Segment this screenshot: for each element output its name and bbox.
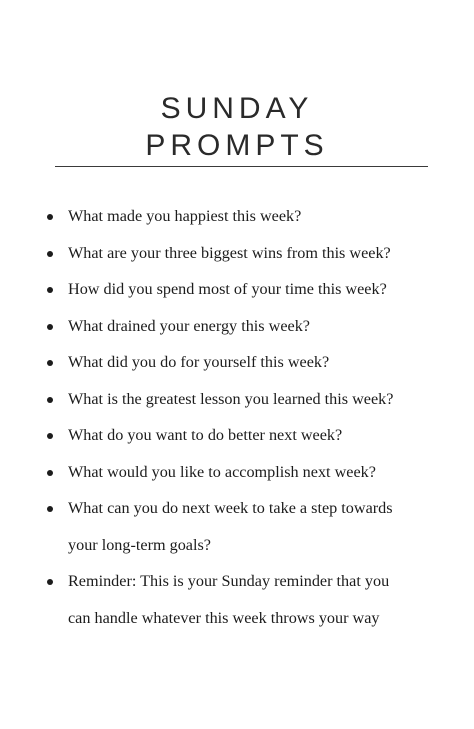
bullet-icon [47, 506, 53, 512]
bullet-icon [47, 397, 53, 403]
prompt-text: What are your three biggest wins from this week? [68, 243, 391, 262]
bullet-icon [47, 579, 53, 585]
list-item [0, 563, 474, 636]
prompt-text: What do you want to do better next week? [68, 426, 343, 444]
bullet-icon [47, 251, 53, 257]
prompt-text: How did you spend most of your time this week? [68, 280, 387, 298]
title-divider [55, 166, 428, 167]
prompt-text: What did you do for yourself this week? [68, 353, 330, 371]
bullet-icon [47, 470, 53, 476]
prompt-text-line-2: your long-term goals? [68, 535, 211, 554]
prompt-text-line-1: Reminder: This is your Sunday reminder that you [68, 572, 390, 590]
prompt-text: What is the greatest lesson you learned this week? [68, 389, 394, 408]
prompt-list [0, 198, 474, 636]
prompt-text: What drained your energy this week? [68, 316, 310, 335]
prompt-text-line-2: can handle whatever this week throws your way [68, 608, 380, 627]
page-title-line-2: PROMPTS [145, 129, 329, 162]
list-item [0, 454, 474, 491]
bullet-icon [47, 287, 53, 293]
list-item [0, 308, 474, 345]
list-item [0, 344, 474, 381]
list-item [0, 490, 474, 563]
bullet-icon [47, 360, 53, 366]
prompt-text: What made you happiest this week? [68, 207, 302, 225]
prompt-text-line-1: What can you do next week to take a step towards [68, 499, 393, 517]
list-item [0, 198, 474, 235]
prompt-text: What would you like to accomplish next week? [68, 462, 376, 481]
list-item [0, 417, 474, 454]
list-item [0, 235, 474, 272]
bullet-icon [47, 433, 53, 439]
bullet-icon [47, 324, 53, 330]
page-title-line-1: SUNDAY [160, 92, 314, 125]
list-item [0, 381, 474, 418]
list-item [0, 271, 474, 308]
bullet-icon [47, 214, 53, 220]
